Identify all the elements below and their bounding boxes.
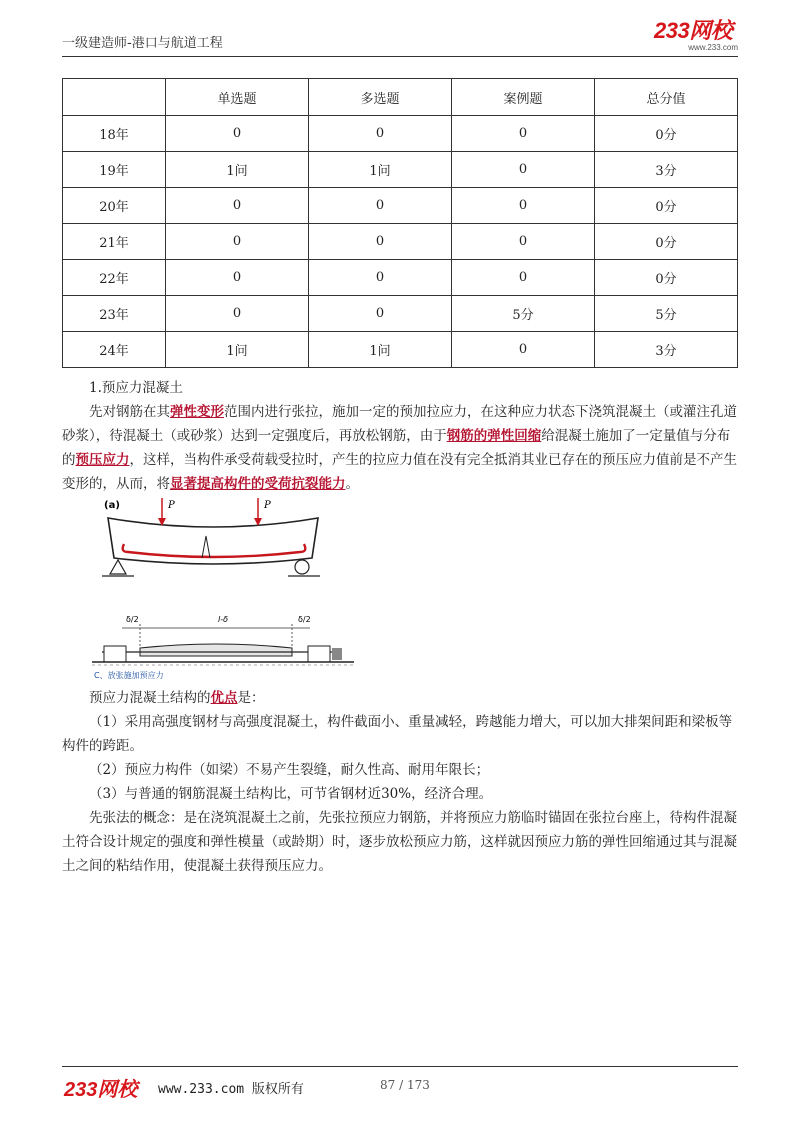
dimension-label: δ/2 [298,615,311,624]
table-cell: 5分 [595,296,738,332]
brand-logo-url: www.233.com [688,43,738,52]
table-cell: 0分 [595,224,738,260]
page-number: 87 / 173 [380,1078,430,1092]
highlight-term: 钢筋的弹性回缩 [446,428,542,444]
highlight-term: 预压应力 [75,452,130,468]
table-row [63,188,738,224]
table-cell: 1问 [166,332,309,368]
table-cell: 0分 [595,260,738,296]
load-label: P [264,500,271,511]
highlight-term: 弹性变形 [170,404,224,420]
table-cell: 0 [452,224,595,260]
table-cell: 0 [452,116,595,152]
table-cell: 18年 [63,116,166,152]
table-cell: 1问 [309,152,452,188]
table-cell: 0 [452,152,595,188]
table-cell: 0 [166,260,309,296]
table-row [63,260,738,296]
text-run: 。 [345,476,359,492]
header-divider [62,56,738,57]
table-cell: 0 [309,224,452,260]
table-row [63,224,738,260]
table-cell: 21年 [63,224,166,260]
table-cell: 0分 [595,116,738,152]
brand-logo [654,20,738,54]
table-row [63,296,738,332]
text-run: 预应力混凝土结构的 [89,690,211,706]
table-row [63,152,738,188]
prestress-release-figure [92,610,360,682]
exam-score-table [62,78,738,368]
roller-support [295,560,309,574]
prestressed-beam-figure [98,496,328,582]
footer-logo: 233网校 [64,1079,138,1101]
table-cell: 20年 [63,188,166,224]
footer-copyright: www.233.com 版权所有 [158,1082,304,1097]
table-cell: 0 [166,296,309,332]
table-header-cell [63,79,166,116]
highlight-term: 优点 [210,690,238,706]
text-run: ，这样，当构件承受荷载受拉时，产生的拉应力值在没有完全抵消其业已存在的预压应力值前是不产生变形的，从而，将 [62,452,737,492]
footer-divider [62,1066,738,1067]
table-cell: 0 [309,188,452,224]
table-cell: 22年 [63,260,166,296]
dimension-label: l-δ [218,615,229,624]
advantage-item: （2）预应力构件（如梁）不易产生裂缝，耐久性高、耐用年限长； [89,762,490,778]
pretension-concept-paragraph: 先张法的概念：是在浇筑混凝土之前，先张拉预应力钢筋，并将预应力筋临时锚固在张拉台座上，待构件混凝土符合设计规定的强度和弹性模量（或龄期）时，逐步放松预应力筋，这样就因预应力筋的弹性回缩通过其与混凝土之间的粘结作用，使混凝土获得预压应力。 [62,810,737,874]
load-label: P [168,500,175,511]
table-cell: 5分 [452,296,595,332]
table-cell: 0 [166,224,309,260]
text-run: 范围内进行张拉，施加一定的预加拉应力，在这种应力状态下浇筑混凝土（或灌注孔道砂浆），待混凝土（或砂浆）达到一定强度后，再放松钢筋，由于 [62,404,737,444]
anchor-block [104,646,126,662]
table-cell: 0 [452,332,595,368]
table-cell: 19年 [63,152,166,188]
table-header-cell: 案例题 [452,79,595,116]
table-header-row [63,79,738,116]
table-cell: 0 [166,188,309,224]
pin-support [110,560,126,574]
advantage-item: （1）采用高强度钢材与高强度混凝土，构件截面小、重量减轻，跨越能力增大，可以加大排架间距和梁板等构件的跨距。 [62,714,733,754]
table-cell: 1问 [166,152,309,188]
table-cell: 0 [452,188,595,224]
document-header-title: 一级建造师-港口与航道工程 [62,36,223,51]
table-cell: 0 [309,296,452,332]
table-cell: 23年 [63,296,166,332]
table-cell: 0 [452,260,595,296]
table-row [63,332,738,368]
table-row [63,116,738,152]
table-cell: 0 [309,260,452,296]
dimension-label: δ/2 [126,615,139,624]
advantage-item: （3）与普通的钢筋混凝土结构比，可节省钢材近30%，经济合理。 [89,786,493,802]
table-header-cell: 总分值 [595,79,738,116]
table-header-cell: 单选题 [166,79,309,116]
brand-logo-text: 233网校 [654,18,733,43]
concrete-member [140,644,292,656]
text-run: 是： [237,690,265,706]
table-cell: 0 [166,116,309,152]
text-run: 先对钢筋在其 [89,404,170,420]
figure-caption: C、放张施加预应力 [94,671,164,680]
table-cell: 0分 [595,188,738,224]
jack-device [332,648,342,660]
table-cell: 1问 [309,332,452,368]
section-prestress-intro [62,376,738,496]
table-header-cell: 多选题 [309,79,452,116]
figure-label: (a) [104,500,120,511]
section-advantages [62,686,738,878]
table-cell: 0 [309,116,452,152]
section-heading: 1.预应力混凝土 [89,380,183,396]
highlight-term: 显著提高构件的受荷抗裂能力 [170,476,346,492]
anchor-block [308,646,330,662]
table-cell: 3分 [595,152,738,188]
advantages-intro [62,686,738,710]
definition-paragraph [62,400,738,496]
table-cell: 3分 [595,332,738,368]
table-cell: 24年 [63,332,166,368]
text-run: 给混凝土施加了一定量值与分布的 [62,428,731,468]
